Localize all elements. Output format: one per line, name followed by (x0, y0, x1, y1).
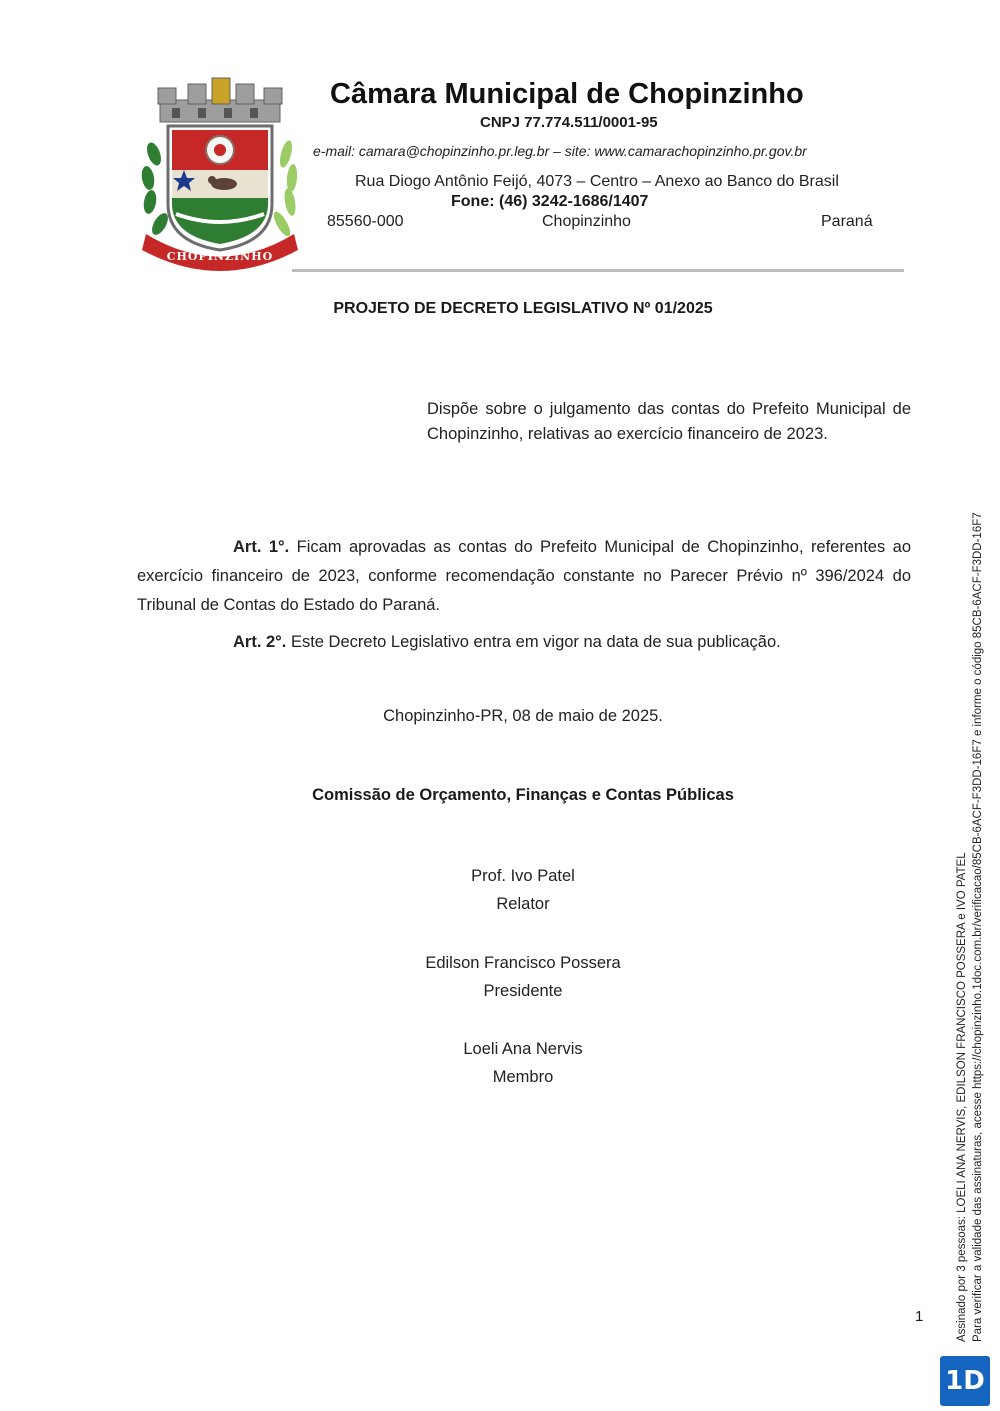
letterhead-address: Rua Diogo Antônio Feijó, 4073 – Centro – Anexo ao Banco do Brasil (355, 173, 839, 190)
article-1-text: Ficam aprovadas as contas do Prefeito Municipal de Chopinzinho, referentes ao exercício financeiro de 2023, conforme recomendação constante no Parecer Prévio nº 396/2024 do Tribunal de Contas do Estado do Paraná. (137, 538, 911, 614)
signatory-role: Relator (496, 895, 550, 913)
page-number: 1 (915, 1308, 924, 1325)
signatory-name: Prof. Ivo Patel (471, 867, 575, 885)
crest-ribbon-text: CHOPINZINHO (166, 250, 274, 263)
document-date: Chopinzinho-PR, 08 de maio de 2025. (383, 707, 663, 725)
article-2-text: Este Decreto Legislativo entra em vigor na data de sua publicação. (290, 633, 781, 651)
signatory-name: Edilson Francisco Possera (425, 954, 621, 972)
letterhead-divider (292, 269, 904, 272)
letterhead-cnpj: CNPJ 77.774.511/0001-95 (480, 114, 658, 131)
signatory-role: Membro (492, 1068, 554, 1086)
1doc-logo-badge (940, 1356, 990, 1406)
letterhead-state: Paraná (821, 213, 873, 230)
document-title: PROJETO DE DECRETO LEGISLATIVO Nº 01/2025 (333, 300, 713, 317)
signature-verify-line: Para verificar a validade das assinaturas, acesse https://chopinzinho.1doc.com.br/verificacao/85CB-6ACF-F3DD-16F7 e informe o código 85CB-6ACF-F3DD-16F7 (972, 512, 984, 1342)
signature-block-membro (0, 1035, 1000, 1091)
signatory-name: Loeli Ana Nervis (463, 1040, 583, 1058)
1doc-logo-text: 1D (945, 1366, 985, 1396)
commission-name: Comissão de Orçamento, Finanças e Contas Públicas (312, 786, 734, 804)
letterhead-title: Câmara Municipal de Chopinzinho (330, 78, 804, 110)
article-1 (137, 533, 911, 620)
letterhead-contact: e-mail: camara@chopinzinho.pr.leg.br – site: www.camarachopinzinho.pr.gov.br (313, 143, 807, 159)
letterhead-cep: 85560-000 (327, 213, 404, 230)
article-1-label: Art. 1°. (233, 538, 290, 556)
signature-verification-text (954, 382, 986, 1342)
signature-block-relator (0, 862, 1000, 918)
signature-block-presidente (0, 949, 1000, 1005)
signatory-role: Presidente (483, 982, 563, 1000)
letterhead-phone: Fone: (46) 3242-1686/1407 (451, 193, 649, 210)
letterhead-city: Chopinzinho (542, 213, 631, 230)
article-2 (233, 630, 933, 655)
document-ementa: Dispõe sobre o julgamento das contas do Prefeito Municipal de Chopinzinho, relativas ao exercício financeiro de 2023. (427, 400, 911, 443)
municipal-crest-logo (132, 74, 308, 274)
signature-signers-line: Assinado por 3 pessoas: LOELI ANA NERVIS, EDILSON FRANCISCO POSSERA e IVO PATEL (956, 852, 968, 1342)
article-2-label: Art. 2°. (233, 633, 287, 651)
